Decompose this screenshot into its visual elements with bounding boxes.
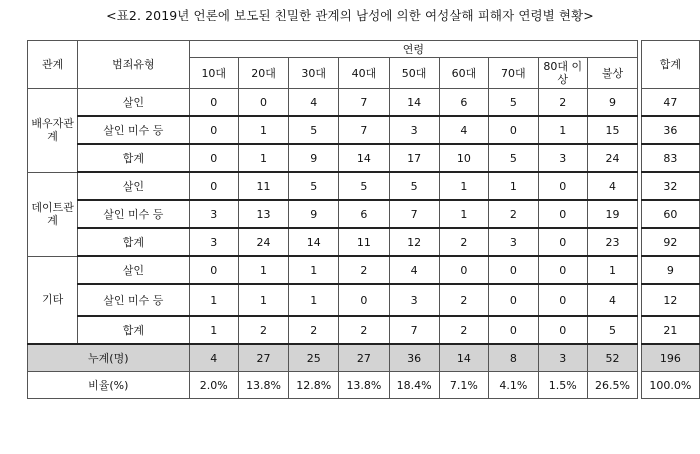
ratio-cell: 26.5%: [587, 372, 637, 399]
count-cell: 0: [238, 89, 288, 117]
count-cell: 3: [389, 284, 439, 316]
count-cell: 4: [587, 172, 637, 200]
count-cell: 10: [439, 144, 488, 172]
count-cell: 1: [189, 284, 238, 316]
cumulative-cell: 8: [489, 344, 538, 372]
count-cell: 11: [238, 172, 288, 200]
count-cell: 1: [439, 200, 488, 228]
count-cell: 0: [189, 144, 238, 172]
count-cell: 0: [538, 256, 587, 284]
row-total-cell: 92: [641, 228, 699, 256]
count-cell: 14: [389, 89, 439, 117]
cumulative-label: 누계(명): [28, 344, 190, 372]
ratio-cell: 18.4%: [389, 372, 439, 399]
count-cell: 24: [587, 144, 637, 172]
row-total-cell: 36: [641, 116, 699, 144]
count-cell: 5: [289, 172, 339, 200]
count-cell: 0: [189, 89, 238, 117]
count-cell: 5: [489, 89, 538, 117]
relation-group-label: 데이트관계: [28, 172, 78, 256]
ratio-total-cell: 100.0%: [641, 372, 699, 399]
crime-type-label: 합계: [78, 316, 189, 344]
table-row: [28, 228, 700, 256]
table-row: [28, 116, 700, 144]
age-header: 80대 이상: [538, 58, 587, 89]
row-total-cell: 83: [641, 144, 699, 172]
age-header: 불상: [587, 58, 637, 89]
cumulative-cell: 27: [339, 344, 389, 372]
age-header: 10대: [189, 58, 238, 89]
count-cell: 13: [238, 200, 288, 228]
count-cell: 6: [339, 200, 389, 228]
table-row: [28, 284, 700, 316]
crime-type-label: 살인: [78, 172, 189, 200]
ratio-row: [28, 372, 700, 399]
cumulative-cell: 27: [238, 344, 288, 372]
header-row-top: [28, 41, 700, 58]
count-cell: 0: [538, 316, 587, 344]
crime-type-label: 합계: [78, 144, 189, 172]
count-cell: 0: [538, 228, 587, 256]
count-cell: 0: [189, 172, 238, 200]
count-cell: 9: [289, 144, 339, 172]
row-total-cell: 9: [641, 256, 699, 284]
count-cell: 9: [587, 89, 637, 117]
count-cell: 15: [587, 116, 637, 144]
count-cell: 5: [489, 144, 538, 172]
count-cell: 1: [587, 256, 637, 284]
count-cell: 2: [538, 89, 587, 117]
count-cell: 1: [289, 284, 339, 316]
count-cell: 7: [339, 89, 389, 117]
count-cell: 5: [339, 172, 389, 200]
count-cell: 2: [439, 228, 488, 256]
cumulative-row: [28, 344, 700, 372]
count-cell: 7: [389, 316, 439, 344]
count-cell: 3: [389, 116, 439, 144]
crime-type-label: 합계: [78, 228, 189, 256]
ratio-cell: 4.1%: [489, 372, 538, 399]
age-header: 40대: [339, 58, 389, 89]
count-cell: 3: [189, 228, 238, 256]
crime-type-label: 살인: [78, 256, 189, 284]
crime-type-label: 살인 미수 등: [78, 116, 189, 144]
row-total-cell: 47: [641, 89, 699, 117]
count-cell: 23: [587, 228, 637, 256]
count-cell: 1: [489, 172, 538, 200]
count-cell: 1: [238, 144, 288, 172]
count-cell: 5: [587, 316, 637, 344]
row-total-cell: 21: [641, 316, 699, 344]
age-header: 30대: [289, 58, 339, 89]
cumulative-cell: 36: [389, 344, 439, 372]
count-cell: 0: [189, 116, 238, 144]
count-cell: 0: [189, 256, 238, 284]
count-cell: 2: [238, 316, 288, 344]
table-row: [28, 144, 700, 172]
crime-type-header: 범죄유형: [78, 41, 189, 89]
count-cell: 0: [489, 284, 538, 316]
ratio-cell: 12.8%: [289, 372, 339, 399]
count-cell: 0: [538, 172, 587, 200]
count-cell: 14: [289, 228, 339, 256]
age-group-header: 연령: [189, 41, 638, 58]
count-cell: 7: [339, 116, 389, 144]
relation-group-label: 배우자관계: [28, 89, 78, 173]
count-cell: 0: [489, 116, 538, 144]
count-cell: 2: [339, 256, 389, 284]
age-header: 50대: [389, 58, 439, 89]
count-cell: 3: [538, 144, 587, 172]
count-cell: 1: [538, 116, 587, 144]
age-header: 20대: [238, 58, 288, 89]
table-caption: <표2. 2019년 언론에 보도된 친밀한 관계의 남성에 의한 여성살해 피해자 연령별 현황>: [106, 8, 594, 23]
cumulative-cell: 25: [289, 344, 339, 372]
count-cell: 11: [339, 228, 389, 256]
count-cell: 2: [489, 200, 538, 228]
ratio-cell: 7.1%: [439, 372, 488, 399]
count-cell: 6: [439, 89, 488, 117]
ratio-cell: 1.5%: [538, 372, 587, 399]
count-cell: 5: [389, 172, 439, 200]
count-cell: 2: [289, 316, 339, 344]
ratio-cell: 13.8%: [238, 372, 288, 399]
ratio-cell: 13.8%: [339, 372, 389, 399]
cumulative-total-cell: 196: [641, 344, 699, 372]
count-cell: 1: [238, 284, 288, 316]
count-cell: 1: [238, 116, 288, 144]
count-cell: 2: [339, 316, 389, 344]
count-cell: 2: [439, 284, 488, 316]
crime-type-label: 살인: [78, 89, 189, 117]
count-cell: 1: [289, 256, 339, 284]
ratio-label: 비율(%): [28, 372, 190, 399]
count-cell: 24: [238, 228, 288, 256]
relation-group-label: 기타: [28, 256, 78, 344]
count-cell: 5: [289, 116, 339, 144]
cumulative-cell: 4: [189, 344, 238, 372]
cumulative-cell: 14: [439, 344, 488, 372]
count-cell: 0: [489, 256, 538, 284]
count-cell: 4: [289, 89, 339, 117]
row-total-cell: 32: [641, 172, 699, 200]
count-cell: 3: [189, 200, 238, 228]
ratio-cell: 2.0%: [189, 372, 238, 399]
table-row: [28, 172, 700, 200]
count-cell: 0: [439, 256, 488, 284]
cumulative-cell: 3: [538, 344, 587, 372]
count-cell: 4: [439, 116, 488, 144]
row-total-cell: 60: [641, 200, 699, 228]
count-cell: 0: [538, 200, 587, 228]
table-row: [28, 256, 700, 284]
table-row: [28, 316, 700, 344]
victim-age-table: [27, 40, 700, 399]
table-row: [28, 200, 700, 228]
count-cell: 7: [389, 200, 439, 228]
count-cell: 12: [389, 228, 439, 256]
count-cell: 1: [238, 256, 288, 284]
count-cell: 0: [489, 316, 538, 344]
count-cell: 1: [189, 316, 238, 344]
cumulative-cell: 52: [587, 344, 637, 372]
count-cell: 4: [389, 256, 439, 284]
total-header: 합계: [641, 41, 699, 89]
count-cell: 19: [587, 200, 637, 228]
age-header: 60대: [439, 58, 488, 89]
count-cell: 0: [538, 284, 587, 316]
count-cell: 4: [587, 284, 637, 316]
count-cell: 9: [289, 200, 339, 228]
relation-header: 관계: [28, 41, 78, 89]
row-total-cell: 12: [641, 284, 699, 316]
count-cell: 0: [339, 284, 389, 316]
count-cell: 17: [389, 144, 439, 172]
count-cell: 1: [439, 172, 488, 200]
count-cell: 14: [339, 144, 389, 172]
table-row: [28, 89, 700, 117]
count-cell: 2: [439, 316, 488, 344]
count-cell: 3: [489, 228, 538, 256]
age-header: 70대: [489, 58, 538, 89]
crime-type-label: 살인 미수 등: [78, 200, 189, 228]
crime-type-label: 살인 미수 등: [78, 284, 189, 316]
